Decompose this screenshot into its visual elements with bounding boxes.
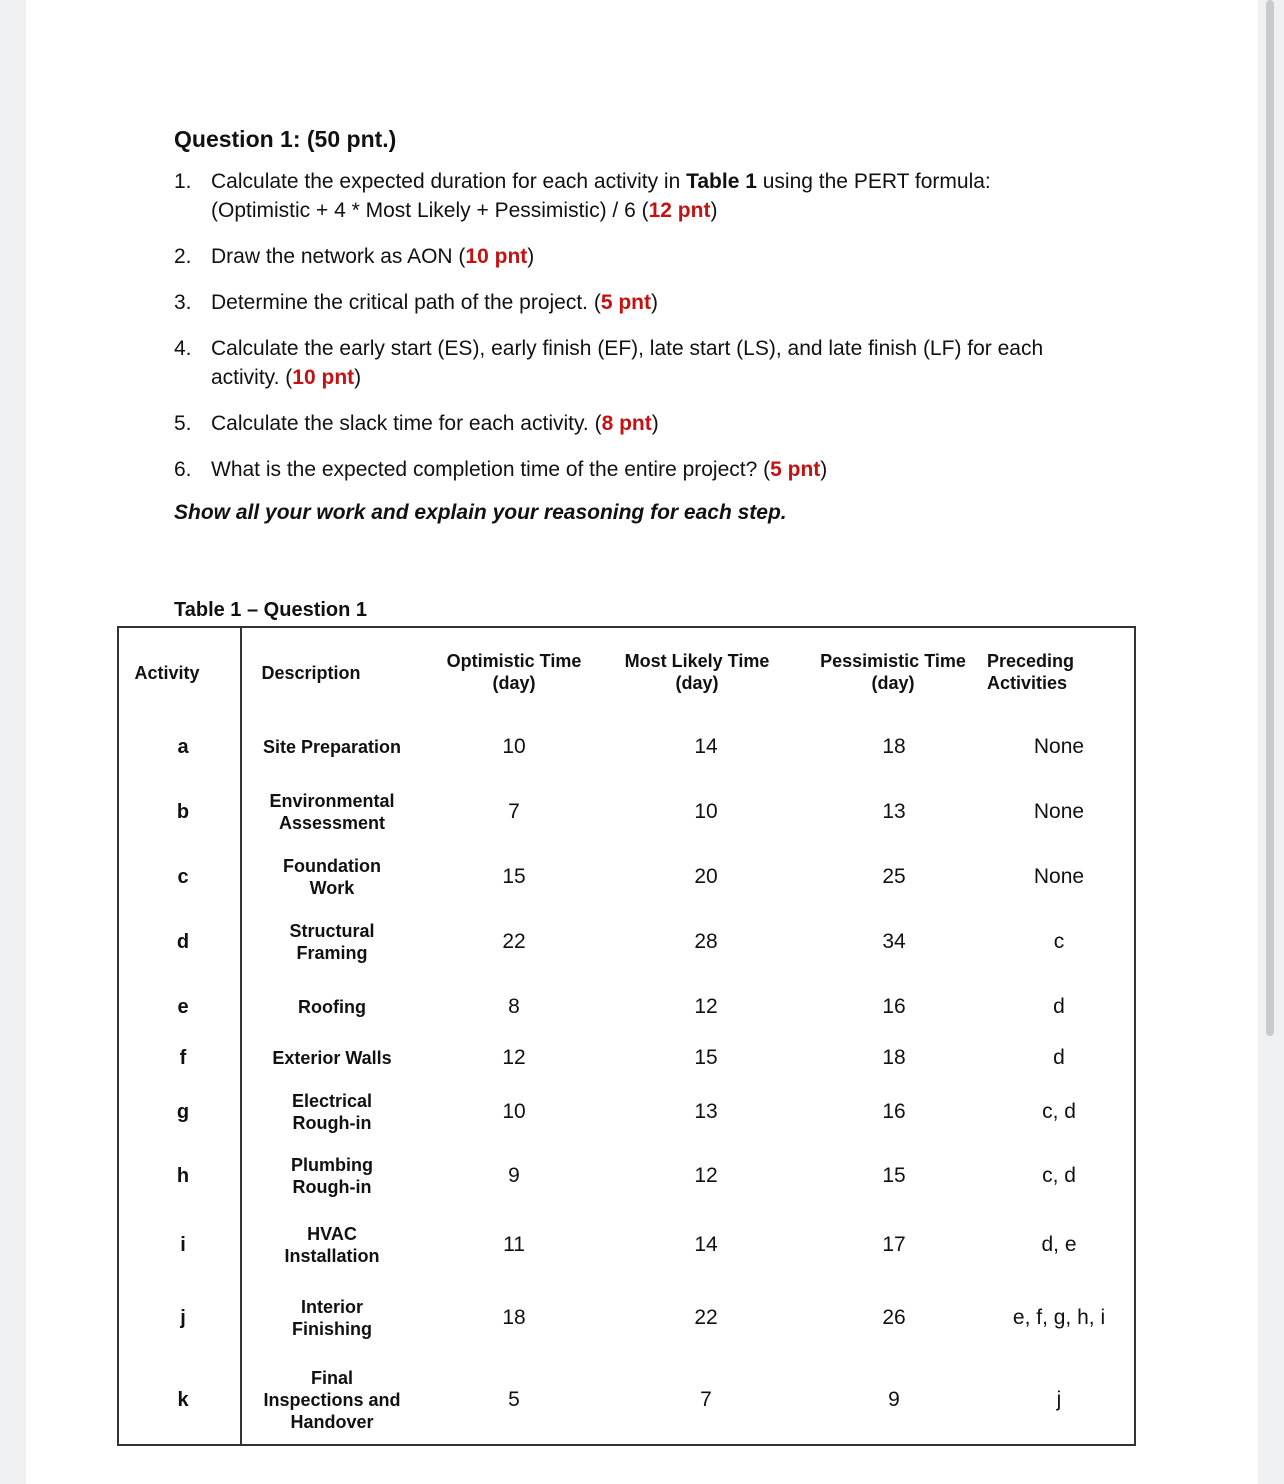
cell-optimistic: 22 [502, 930, 526, 953]
item-text: Calculate the slack time for each activity. (8 pnt) [211, 412, 659, 435]
cell-most-likely: 14 [694, 735, 718, 758]
cell-description: Site Preparation [262, 737, 402, 757]
item-number: 2. [174, 245, 192, 268]
cell-pessimistic: 15 [882, 1164, 906, 1187]
cell-description: Interior Finishing [292, 1297, 372, 1339]
item-number: 3. [174, 291, 192, 314]
question-item-1 [174, 167, 1134, 225]
cell-optimistic: 11 [503, 1233, 525, 1256]
item-number: 4. [174, 337, 192, 360]
points: 8 pnt [601, 412, 652, 435]
item-number: 1. [174, 170, 192, 193]
cell-most-likely: 20 [694, 865, 718, 888]
cell-preceding: d [1053, 995, 1065, 1018]
cell-optimistic: 8 [508, 995, 520, 1018]
item-number: 5. [174, 412, 192, 435]
cell-pessimistic: 16 [882, 995, 906, 1018]
cell-preceding: None [1033, 800, 1085, 823]
cell-optimistic: 9 [508, 1164, 520, 1187]
pert-formula: (Optimistic + 4 * Most Likely + Pessimistic) / 6 ( [211, 199, 649, 222]
cell-most-likely: 15 [694, 1046, 718, 1069]
cell-preceding: j [1056, 1388, 1062, 1411]
cell-activity: f [179, 1046, 187, 1069]
table-caption: Table 1 – Question 1 [174, 599, 368, 621]
header-pessimistic: Pessimistic Time (day) [820, 651, 966, 693]
cell-pessimistic: 18 [882, 1046, 906, 1069]
cell-description: Plumbing Rough-in [291, 1155, 373, 1197]
cell-most-likely: 28 [694, 930, 718, 953]
cell-most-likely: 14 [694, 1233, 718, 1256]
cell-activity: c [177, 865, 189, 888]
cell-preceding: c, d [1042, 1100, 1076, 1123]
cell-optimistic: 18 [502, 1306, 526, 1329]
question-section [174, 126, 1134, 525]
question-list [174, 167, 1134, 484]
question-item-6 [174, 455, 1134, 484]
cell-preceding: None [1033, 865, 1085, 888]
points: 5 pnt [600, 291, 652, 314]
cell-activity: e [177, 995, 189, 1018]
cell-most-likely: 12 [694, 995, 718, 1018]
cell-pessimistic: 18 [882, 735, 906, 758]
points: 5 pnt [770, 458, 821, 481]
cell-pessimistic: 13 [882, 800, 906, 823]
header-activity: Activity [134, 663, 200, 683]
cell-pessimistic: 26 [882, 1306, 906, 1329]
cell-most-likely: 12 [694, 1164, 718, 1187]
item-text: Calculate the expected duration for each activity in Table 1 using the PERT formula: (Optimistic + 4 * Most Likely + Pessimistic) / 6 (12 pnt) [211, 170, 991, 222]
points: 10 pnt [292, 366, 355, 389]
item-text: What is the expected completion time of the entire project? (5 pnt) [211, 458, 828, 481]
cell-preceding: c [1053, 930, 1065, 953]
cell-pessimistic: 9 [888, 1388, 900, 1411]
cell-pessimistic: 34 [882, 930, 906, 953]
cell-preceding: c, d [1042, 1164, 1076, 1187]
cell-optimistic: 15 [502, 865, 526, 888]
cell-activity: k [177, 1388, 189, 1411]
column-divider [240, 628, 242, 1444]
pert-table [117, 626, 1136, 1446]
question-item-5 [174, 409, 1134, 438]
item-number: 6. [174, 458, 192, 481]
cell-optimistic: 12 [502, 1046, 526, 1069]
vertical-scrollbar[interactable] [1266, 0, 1274, 1036]
cell-optimistic: 5 [508, 1388, 520, 1411]
cell-pessimistic: 16 [882, 1100, 906, 1123]
cell-activity: h [176, 1164, 190, 1187]
question-item-3 [174, 288, 1134, 317]
question-title: Question 1: (50 pnt.) [174, 126, 397, 152]
closing-instruction: Show all your work and explain your reasoning for each step. [174, 501, 787, 524]
cell-pessimistic: 17 [882, 1233, 906, 1256]
cell-optimistic: 10 [502, 1100, 526, 1123]
points: 10 pnt [465, 245, 528, 268]
header-description: Description [261, 663, 361, 683]
cell-description: Structural Framing [289, 921, 375, 963]
cell-most-likely: 13 [694, 1100, 718, 1123]
cell-activity: a [177, 735, 189, 758]
cell-description: Electrical Rough-in [291, 1091, 373, 1133]
cell-most-likely: 7 [700, 1388, 712, 1411]
cell-most-likely: 22 [694, 1306, 718, 1329]
cell-preceding: e, f, g, h, i [1012, 1306, 1106, 1329]
cell-preceding: None [1033, 735, 1085, 758]
cell-preceding: d, e [1041, 1233, 1077, 1256]
cell-description: Final Inspections and Handover [263, 1368, 401, 1432]
cell-activity: i [180, 1233, 186, 1256]
header-optimistic: Optimistic Time (day) [446, 651, 582, 693]
question-item-4 [174, 334, 1134, 392]
cell-most-likely: 10 [694, 800, 718, 823]
header-preceding: Preceding Activities [987, 651, 1075, 693]
cell-optimistic: 10 [502, 735, 526, 758]
cell-activity: d [176, 930, 190, 953]
cell-optimistic: 7 [508, 800, 520, 823]
cell-description: Environmental Assessment [269, 791, 395, 833]
cell-activity: b [176, 800, 190, 823]
item-text: Determine the critical path of the project. (5 pnt) [211, 291, 659, 314]
cell-activity: j [180, 1306, 186, 1329]
cell-description: Exterior Walls [272, 1048, 392, 1068]
cell-description: Foundation Work [283, 856, 381, 898]
cell-pessimistic: 25 [882, 865, 906, 888]
cell-preceding: d [1053, 1046, 1065, 1069]
item-text: Calculate the early start (ES), early finish (EF), late start (LS), and late finish (LF) for each activity. (10 pnt) [211, 337, 1044, 389]
question-item-2 [174, 242, 1134, 271]
cell-activity: g [176, 1100, 190, 1123]
table-ref: Table 1 [686, 170, 757, 193]
cell-description: Roofing [298, 997, 366, 1017]
points: 12 pnt [648, 199, 711, 222]
header-most-likely: Most Likely Time (day) [624, 651, 770, 693]
item-text: Draw the network as AON (10 pnt) [211, 245, 535, 268]
cell-description: HVAC Installation [284, 1224, 380, 1266]
